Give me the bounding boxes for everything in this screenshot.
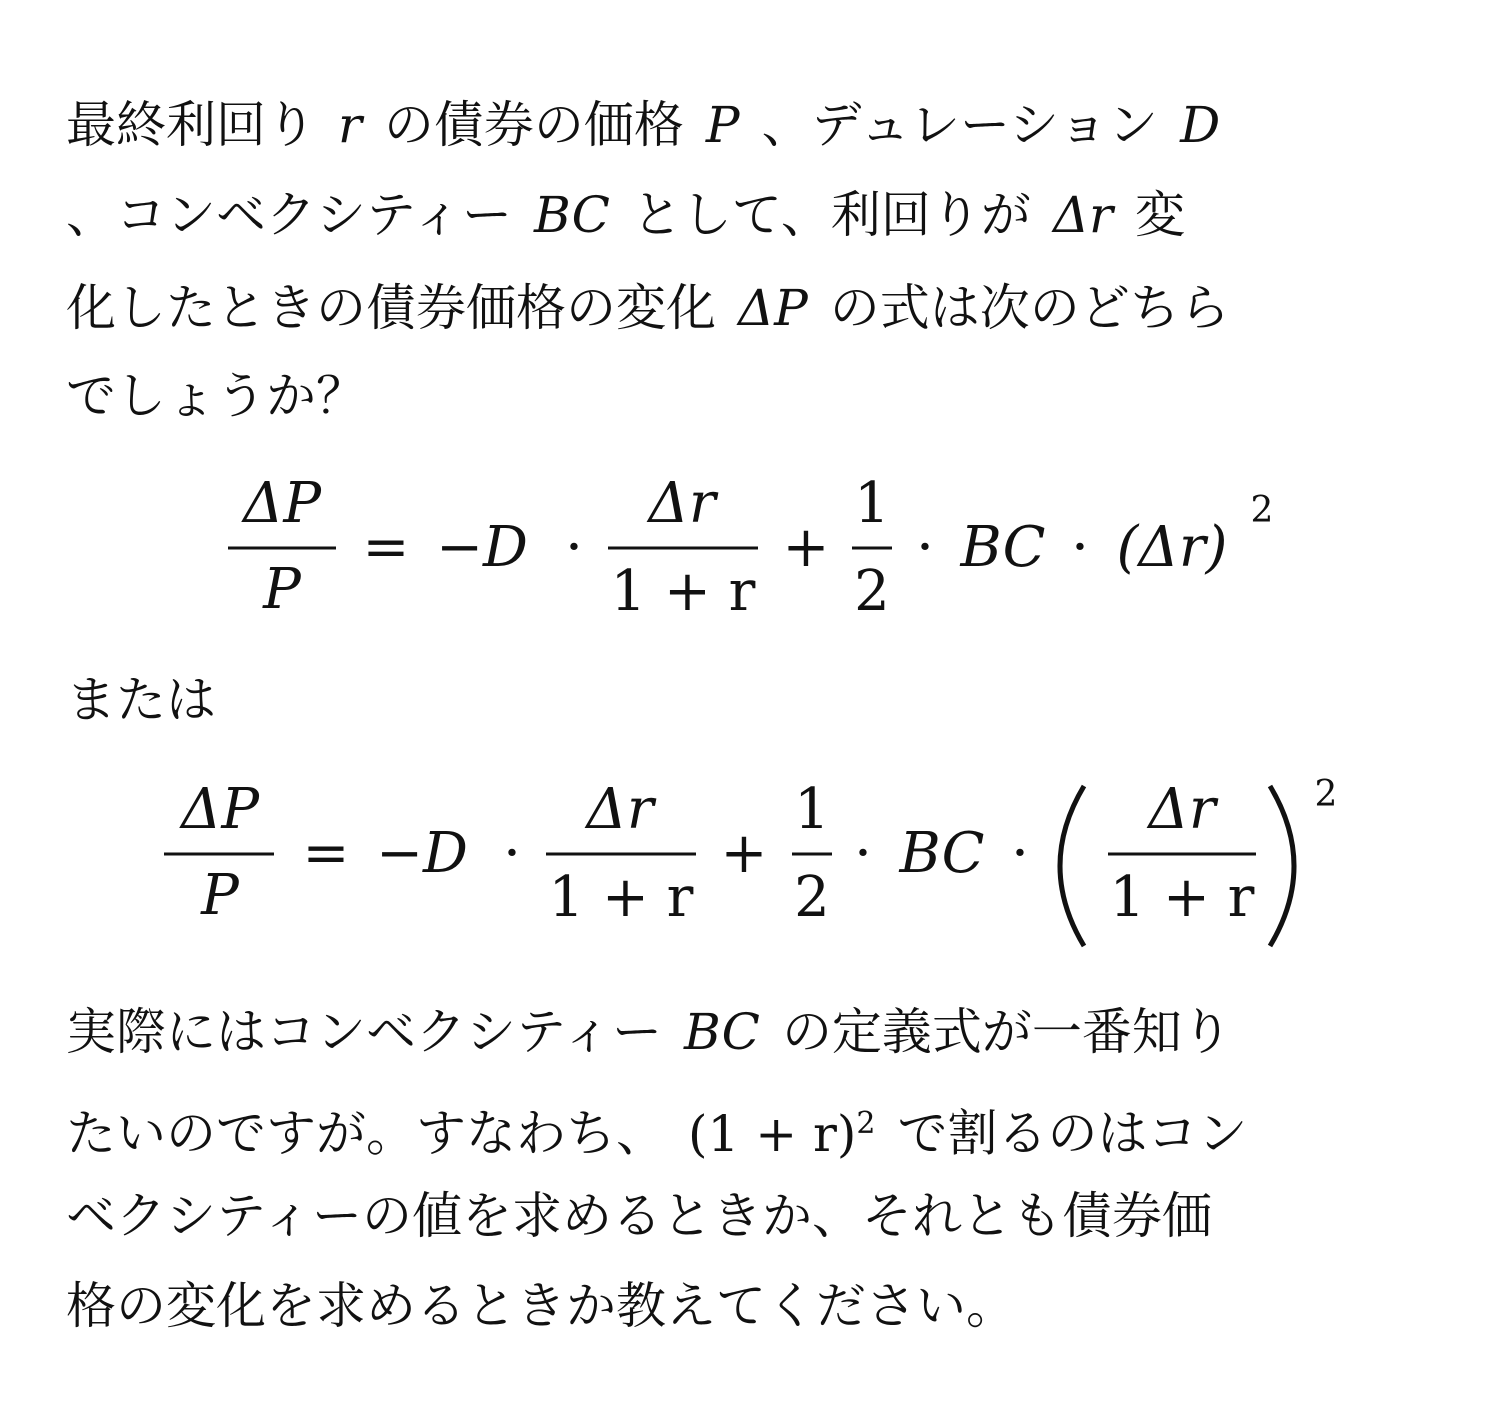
text: の定義式が一番知り [781,1003,1232,1061]
followup-line-3 [66,1186,1212,1246]
paren-delta-r-numerator: Δr [1148,777,1216,842]
text: でしょうか？ [66,367,366,425]
connector-text [66,670,216,730]
text: 変 [1134,186,1185,244]
question-line-2 [66,185,1185,245]
math-var-BC: BC [684,1003,760,1061]
minus-duration: −D [376,821,468,886]
exponent: 2 [1250,490,1274,531]
dot-operator: · [565,515,583,580]
one-plus-r-denominator: 1 + r [610,559,756,624]
text: で割るのはコン [897,1104,1248,1163]
delta-r-numerator: Δr [648,471,716,536]
math-delta-r: Δr [1052,186,1113,244]
dot-operator: · [503,821,521,886]
plus-sign: + [720,821,768,886]
convexity-BC: BC [960,515,1046,580]
text: の債券の価格 [383,96,684,154]
delta-r-numerator: Δr [586,777,654,842]
left-big-paren [1060,786,1084,946]
exponent: 2 [1314,774,1338,815]
question-line-4 [66,366,366,426]
dot-operator: · [1071,515,1089,580]
text: たいのですが。すなわち、 [66,1104,666,1163]
formula-2 [0,770,1500,970]
text: ベクシティーの値を求めるときか、それとも債券価 [66,1187,1212,1245]
half-numerator: 1 [794,777,830,842]
equals-sign: = [362,515,410,580]
lhs-numerator: ΔP [242,471,322,536]
text: 、デュレーション [761,96,1159,154]
text: として、利回りが [631,186,1031,244]
lhs-denominator: P [201,863,239,928]
dot-operator: · [916,515,934,580]
convexity-BC: BC [899,821,985,886]
dot-operator: · [854,821,872,886]
text: または [66,671,216,729]
right-big-paren [1270,786,1294,946]
followup-line-2 [66,1094,1248,1164]
dot-operator: · [1011,821,1029,886]
half-numerator: 1 [854,471,890,536]
text: 化したときの債券価格の変化 [66,279,716,337]
formula-2-svg [0,770,1500,970]
half-denominator: 2 [854,559,890,624]
lhs-numerator: ΔP [180,777,260,842]
lhs-denominator: P [263,557,301,622]
one-plus-r-denominator: 1 + r [548,865,694,930]
text: 最終利回り [66,96,316,154]
math-var-r: r [338,96,362,154]
question-line-3 [66,278,1230,338]
formula-1 [0,460,1500,630]
minus-duration: −D [436,515,528,580]
followup-line-1 [66,1002,1232,1062]
exponent: 2 [856,1106,876,1141]
equals-sign: = [302,821,350,886]
text: の式は次のどちら [829,279,1230,337]
math-var-D: D [1180,96,1221,154]
math-var-P: P [705,96,740,154]
math-one-plus-r: (1 + r) [688,1104,857,1163]
delta-r-squared-base: (Δr) [1116,515,1228,580]
text: 実際にはコンベクシティー [66,1003,662,1061]
text: 、コンベクシティー [66,186,512,244]
half-denominator: 2 [794,865,830,930]
paren-one-plus-r-denominator: 1 + r [1109,865,1255,930]
math-var-BC: BC [534,186,610,244]
text: 格の変化を求めるときか教えてください。 [66,1277,1016,1335]
followup-line-4 [66,1276,1016,1336]
question-line-1 [66,95,1220,155]
math-delta-P: ΔP [738,279,808,337]
formula-1-svg [0,460,1500,630]
plus-sign: + [782,515,830,580]
